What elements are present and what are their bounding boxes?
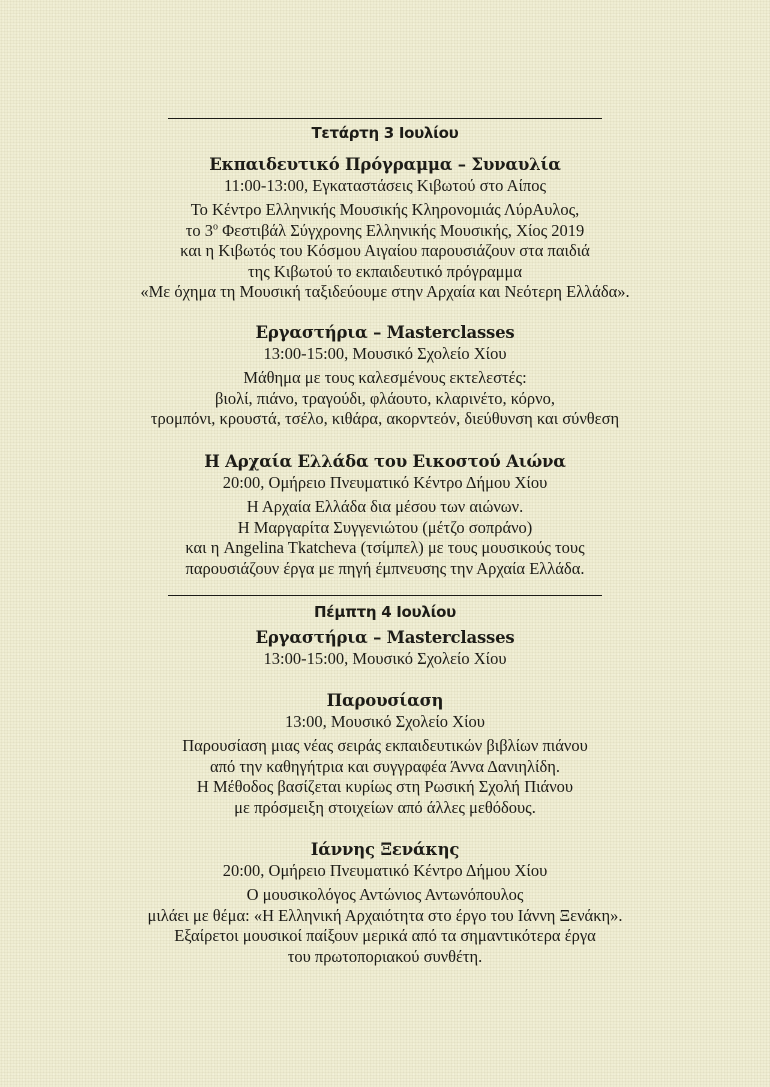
top-divider — [168, 118, 602, 119]
event-description-line: μιλάει με θέμα: «Η Ελληνική Αρχαιότητα στο έργο του Ιάννη Ξενάκη». — [147, 905, 623, 925]
event-title: Ιάννης Ξενάκης — [310, 840, 460, 859]
day-divider — [168, 595, 602, 596]
event-description-line: τρομπόνι, κρουστά, τσέλο, κιθάρα, ακορντεόν, διεύθυνση και σύνθεση — [150, 409, 620, 428]
event-ancient-greece — [0, 451, 770, 579]
day-title-wednesday: Τετάρτη 3 Ιουλίου — [311, 124, 459, 142]
event-description-line: με πρόσμειξη στοιχείων από άλλες μεθόδους. — [234, 797, 536, 817]
festival-edition: το 3 — [185, 220, 213, 240]
event-description-line: Η Αρχαία Ελλάδα δια μέσου των αιώνων. — [246, 497, 524, 516]
event-title: Παρουσίαση — [326, 691, 444, 710]
event-description-line — [0, 221, 770, 242]
event-description-line: Το Κέντρο Ελληνικής Μουσικής Κληρονομιάς ΛύρΑυλος, — [190, 200, 580, 219]
event-description-line: Η Μέθοδος βασίζεται κυρίως στη Ρωσική Σχολή Πιάνου — [196, 777, 574, 796]
event-description-line: Μάθημα με τους καλεσμένους εκτελεστές: — [243, 368, 527, 387]
event-masterclasses-thursday — [0, 627, 770, 673]
event-description-line: και η Κιβωτός του Κόσμου Αιγαίου παρουσιάζουν στα παιδιά — [180, 241, 590, 260]
event-description-line: Παρουσίαση μιας νέας σειράς εκπαιδευτικών βιβλίων πιάνου — [182, 736, 588, 755]
event-time-location: 20:00, Ομήρειο Πνευματικό Κέντρο Δήμου Χίου — [222, 473, 548, 492]
event-time-location: 13:00, Μουσικό Σχολείο Χίου — [285, 712, 485, 731]
event-description-line: και η Angelina Tkatcheva (τσίμπελ) με τους μουσικούς τους — [185, 538, 585, 557]
event-title: Εργαστήρια – Masterclasses — [255, 323, 515, 342]
event-time-location: 11:00-13:00, Εγκαταστάσεις Κιβωτού στο Αίπος — [223, 176, 547, 195]
event-description-line: «Με όχημα τη Μουσική ταξιδεύουμε στην Αρχαία και Νεότερη Ελλάδα». — [140, 282, 630, 301]
event-title: Εργαστήρια – Masterclasses — [255, 628, 515, 647]
event-description-line: Ο μουσικολόγος Αντώνιος Αντωνόπουλος — [246, 885, 524, 904]
ordinal-suffix: ο — [212, 221, 218, 232]
festival-name: Φεστιβάλ Σύγχρονης Ελληνικής Μουσικής, Χίος 2019 — [222, 220, 585, 240]
event-description-line: Η Μαργαρίτα Συγγενιώτου (μέτζο σοπράνο) — [237, 517, 533, 537]
event-time-location: 20:00, Ομήρειο Πνευματικό Κέντρο Δήμου Χίου — [222, 861, 548, 880]
event-masterclasses — [0, 322, 770, 430]
event-time-location: 13:00-15:00, Μουσικό Σχολείο Χίου — [263, 344, 507, 363]
event-description-line: Εξαίρετοι μουσικοί παίξουν μερικά από τα σημαντικότερα έργα — [174, 926, 596, 945]
event-description-line: της Κιβωτού το εκπαιδευτικό πρόγραμμα — [248, 261, 522, 281]
event-title: Εκπαιδευτικό Πρόγραμμα – Συναυλία — [209, 155, 561, 174]
event-education-concert — [0, 154, 770, 303]
event-description-line: βιολί, πιάνο, τραγούδι, φλάουτο, κλαρινέτο, κόρνο, — [215, 388, 555, 408]
event-description-line: από την καθηγήτρια και συγγραφέα Άννα Δανιηλίδη. — [210, 756, 560, 776]
event-description-line: του πρωτοποριακού συνθέτη. — [287, 946, 483, 966]
event-presentation — [0, 690, 770, 818]
event-title: Η Αρχαία Ελλάδα του Εικοστού Αιώνα — [204, 452, 566, 471]
day-title-thursday: Πέμπτη 4 Ιουλίου — [314, 603, 456, 621]
event-xenakis — [0, 839, 770, 967]
event-time-location: 13:00-15:00, Μουσικό Σχολείο Χίου — [263, 649, 507, 668]
event-description-line: παρουσιάζουν έργα με πηγή έμπνευσης την Αρχαία Ελλάδα. — [185, 558, 585, 578]
